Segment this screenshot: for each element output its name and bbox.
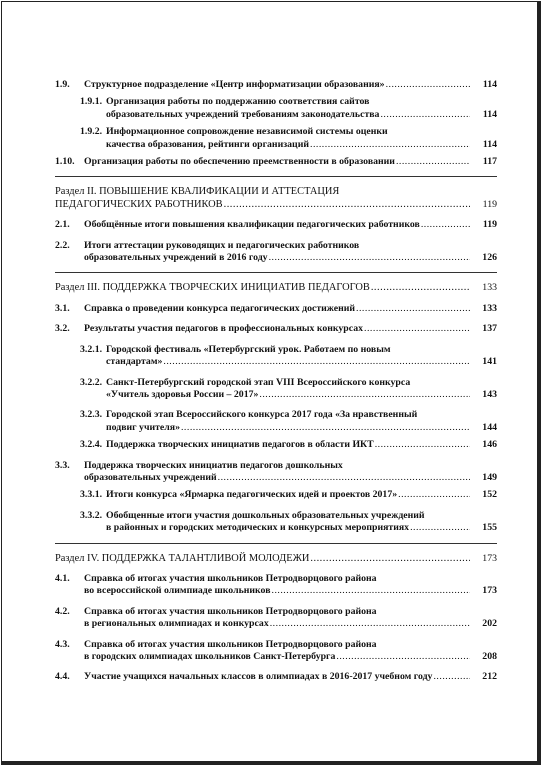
- toc-title-line: Итоги конкурса «Ярмарка педагогических идей и проектов 2017»: [106, 489, 398, 501]
- toc-title-line: Информационное сопровождение независимой системы оценки: [106, 126, 388, 138]
- toc-title-line: образовательных учреждений требованиям законодательства: [106, 108, 380, 120]
- toc-page-number: 114: [482, 79, 497, 90]
- section-divider: [55, 176, 497, 177]
- toc-title-line: Организация работы по поддержанию соответствия сайтов: [106, 96, 370, 108]
- toc-title-last-line: [106, 489, 471, 501]
- toc-title-last-line: [55, 199, 471, 211]
- toc-title-line: в городских олимпиадах школьников Санкт-Петербурга: [84, 651, 336, 662]
- toc-entry-title: [84, 639, 471, 664]
- toc-title-last-line: [106, 109, 471, 121]
- dot-leader: [336, 651, 470, 663]
- toc-title-line: Раздел II. ПОВЫШЕНИЕ КВАЛИФИКАЦИИ И АТТЕСТАЦИЯ: [55, 186, 340, 198]
- toc-entry-title: [106, 344, 471, 369]
- toc-title-line: подвиг учителя»: [106, 421, 180, 433]
- dot-leader: [364, 323, 470, 335]
- dot-leader: [380, 109, 470, 121]
- toc-title-line: во всероссийской олимпиаде школьников: [84, 585, 271, 597]
- toc-title-last-line: [84, 651, 471, 663]
- dot-leader: [398, 489, 470, 501]
- toc-title-line: в районных и городских методических и конкурсных мероприятиях: [106, 522, 410, 534]
- toc-entry-title: [106, 126, 471, 151]
- toc-section-heading[interactable]: [55, 282, 497, 294]
- toc-entry-title: [84, 240, 471, 265]
- toc-entry-number: 3.3.1.: [80, 489, 103, 501]
- toc-entry-number: 3.3.2.: [80, 509, 103, 521]
- dot-leader: [356, 303, 470, 315]
- toc-page-number: 126: [482, 252, 497, 264]
- toc-title-line: Структурное подразделение «Центр информатизации образования»: [84, 79, 385, 90]
- toc-page-number: 149: [482, 471, 497, 483]
- toc-title-last-line: [84, 472, 471, 484]
- toc-entry-title: [106, 510, 471, 535]
- toc-entry[interactable]: [55, 156, 497, 168]
- toc-title-last-line: [106, 522, 471, 534]
- toc-entry-number: 3.1.: [55, 302, 70, 314]
- toc-page-number: 114: [482, 108, 497, 120]
- toc-entry[interactable]: [55, 671, 497, 683]
- toc-title-line: в региональных олимпиадах и конкурсах: [84, 618, 269, 630]
- toc-entry-number: 3.3.: [55, 459, 70, 471]
- toc-title-last-line: [84, 303, 471, 315]
- document-page: [1, 1, 541, 765]
- toc-entry[interactable]: [55, 240, 497, 265]
- dot-leader: [218, 472, 470, 484]
- toc-title-line: Санкт-Петербургский городской этап VIII Всероссийского конкурса: [106, 376, 411, 388]
- section-divider: [55, 543, 497, 544]
- toc-title-last-line: [84, 618, 471, 630]
- toc-title-line: Справка о проведении конкурса педагогических достижений: [84, 302, 356, 314]
- dot-leader: [375, 439, 470, 451]
- toc-entry-number: 4.4.: [55, 671, 70, 683]
- toc-page-number: 144: [482, 421, 497, 433]
- toc-title-line: образовательных учреждений в 2016 году: [84, 252, 268, 264]
- toc-title-last-line: [84, 323, 471, 335]
- dot-leader: [410, 522, 470, 534]
- toc-entry[interactable]: [55, 510, 497, 535]
- toc-page-number: 208: [482, 651, 497, 662]
- toc-entry[interactable]: [55, 126, 497, 151]
- toc-page-number: 173: [482, 552, 497, 564]
- toc-section-heading[interactable]: [55, 186, 497, 211]
- toc-title-last-line: [84, 252, 471, 264]
- toc-entry[interactable]: [55, 460, 497, 485]
- toc-entry-number: 2.1.: [55, 219, 70, 231]
- toc-title-last-line: [84, 585, 471, 597]
- toc-entry-number: 1.9.1.: [80, 96, 103, 108]
- toc-title-line: ПЕДАГОГИЧЕСКИХ РАБОТНИКОВ: [55, 198, 223, 210]
- toc-page-number: 119: [482, 198, 497, 210]
- toc-title-last-line: [84, 219, 471, 231]
- toc-entry-number: 4.2.: [55, 605, 70, 617]
- toc-title-line: Справка об итогах участия школьников Петродворцового района: [84, 605, 377, 617]
- toc-page-number: 155: [482, 522, 497, 534]
- toc-title-line: Справка об итогах участия школьников Петродворцового района: [84, 572, 377, 584]
- dot-leader: [310, 139, 470, 151]
- toc-title-line: Результаты участия педагогов в профессиональных конкурсах: [84, 323, 364, 335]
- toc-entry-number: 1.9.2.: [80, 126, 103, 138]
- toc-page-number: 117: [482, 156, 497, 168]
- toc-entry-title: [106, 409, 471, 434]
- toc-entry-number: 1.9.: [55, 79, 70, 90]
- dot-leader: [163, 356, 470, 368]
- toc-title-line: Обобщённые итоги повышения квалификации педагогических работников: [84, 219, 420, 231]
- toc-title-last-line: [106, 139, 471, 151]
- toc-title-line: Организация работы по обеспечению преемственности в образовании: [84, 156, 395, 168]
- toc-entry-number: 3.2.: [55, 323, 70, 335]
- toc-entry[interactable]: [55, 606, 497, 631]
- toc-entry[interactable]: [55, 639, 497, 664]
- toc-page-number: 137: [482, 323, 497, 335]
- toc-page-number: 141: [482, 356, 497, 368]
- toc-title-last-line: [84, 79, 471, 91]
- toc-section-heading[interactable]: [55, 553, 497, 565]
- toc-page-number: 212: [482, 671, 497, 683]
- toc-entry[interactable]: [55, 96, 497, 121]
- dot-leader: [433, 671, 470, 683]
- dot-leader: [386, 79, 470, 91]
- toc-entry-number: 3.2.1.: [80, 343, 103, 355]
- toc-page-number: 152: [482, 489, 497, 501]
- dot-leader: [421, 219, 470, 231]
- toc-entry-title: [55, 186, 471, 211]
- toc-entry[interactable]: [55, 439, 497, 451]
- dot-leader: [181, 422, 470, 434]
- dot-leader: [371, 282, 470, 294]
- dot-leader: [270, 618, 470, 630]
- toc-title-last-line: [55, 553, 471, 565]
- toc-title-line: образовательных учреждений: [84, 471, 217, 483]
- toc-entry[interactable]: [55, 573, 497, 598]
- toc-title-line: Участие учащихся начальных классов в олимпиадах в 2016-2017 учебном году: [84, 671, 433, 683]
- toc-title-line: Раздел III. ПОДДЕРЖКА ТВОРЧЕСКИХ ИНИЦИАТИВ ПЕДАГОГОВ: [55, 282, 370, 294]
- toc-page-number: 133: [482, 282, 497, 294]
- toc-entry-number: 1.10.: [55, 156, 75, 168]
- toc-entry-title: [84, 671, 471, 683]
- toc-title-line: Справка об итогах участия школьников Петродворцового района: [84, 638, 377, 650]
- toc-title-last-line: [106, 422, 471, 434]
- toc-page-number: 119: [482, 219, 497, 231]
- table-of-contents: [55, 79, 497, 684]
- toc-title-line: «Учитель здоровья России – 2017»: [106, 388, 259, 400]
- toc-entry[interactable]: [55, 323, 497, 335]
- toc-title-line: Городской фестиваль «Петербургский урок. Работаем по новым: [106, 343, 391, 355]
- dot-leader: [272, 585, 471, 597]
- toc-entry-title: [84, 573, 471, 598]
- toc-page-number: 143: [482, 388, 497, 400]
- toc-entry[interactable]: [55, 489, 497, 501]
- toc-entry-title: [84, 323, 471, 335]
- toc-page-number: 114: [482, 138, 497, 150]
- toc-entry-title: [84, 303, 471, 315]
- toc-entry-number: 4.1.: [55, 572, 70, 584]
- toc-entry-number: 4.3.: [55, 638, 70, 650]
- toc-entry-title: [84, 219, 471, 231]
- toc-entry[interactable]: [55, 409, 497, 434]
- toc-entry[interactable]: [55, 344, 497, 369]
- toc-entry-title: [55, 282, 471, 294]
- toc-title-line: Поддержка творческих инициатив педагогов дошкольных: [84, 459, 343, 471]
- toc-title-last-line: [84, 671, 471, 683]
- toc-entry-number: 3.2.4.: [80, 439, 103, 451]
- toc-title-last-line: [106, 439, 471, 451]
- toc-title-last-line: [106, 389, 471, 401]
- toc-title-line: Итоги аттестации руководящих и педагогических работников: [84, 239, 360, 251]
- section-divider: [55, 272, 497, 273]
- toc-title-last-line: [106, 356, 471, 368]
- toc-entry[interactable]: [55, 377, 497, 402]
- toc-page-number: 146: [482, 439, 497, 451]
- toc-title-line: Городской этап Всероссийского конкурса 2017 года «За нравственный: [106, 409, 418, 421]
- toc-entry-number: 3.2.3.: [80, 409, 103, 421]
- toc-title-line: Обобщенные итоги участия дошкольных образовательных учреждений: [106, 509, 425, 521]
- dot-leader: [396, 156, 470, 168]
- toc-title-last-line: [55, 282, 471, 294]
- toc-title-last-line: [84, 156, 471, 168]
- toc-title-line: стандартам»: [106, 356, 163, 368]
- toc-title-line: Поддержка творческих инициатив педагогов в области ИКТ: [106, 439, 374, 451]
- toc-entry-title: [84, 156, 471, 168]
- toc-page-number: 133: [482, 302, 497, 314]
- toc-entry-title: [55, 553, 471, 565]
- toc-entry-number: 2.2.: [55, 239, 70, 251]
- toc-entry[interactable]: [55, 303, 497, 315]
- toc-title-line: Раздел IV. ПОДДЕРЖКА ТАЛАНТЛИВОЙ МОЛОДЕЖИ: [55, 552, 310, 564]
- dot-leader: [310, 553, 470, 565]
- toc-title-line: качества образования, рейтинги организаций: [106, 138, 309, 150]
- toc-page-number: 202: [482, 618, 497, 630]
- toc-entry[interactable]: [55, 219, 497, 231]
- toc-entry-title: [84, 606, 471, 631]
- toc-entry[interactable]: [55, 79, 497, 91]
- dot-leader: [269, 252, 470, 264]
- toc-entry-title: [84, 460, 471, 485]
- dot-leader: [259, 389, 470, 401]
- toc-entry-title: [106, 489, 471, 501]
- toc-entry-title: [106, 439, 471, 451]
- dot-leader: [224, 199, 470, 211]
- toc-entry-number: 3.2.2.: [80, 376, 103, 388]
- toc-entry-title: [84, 79, 471, 91]
- toc-entry-title: [106, 377, 471, 402]
- toc-page-number: 173: [482, 585, 497, 597]
- toc-entry-title: [106, 96, 471, 121]
